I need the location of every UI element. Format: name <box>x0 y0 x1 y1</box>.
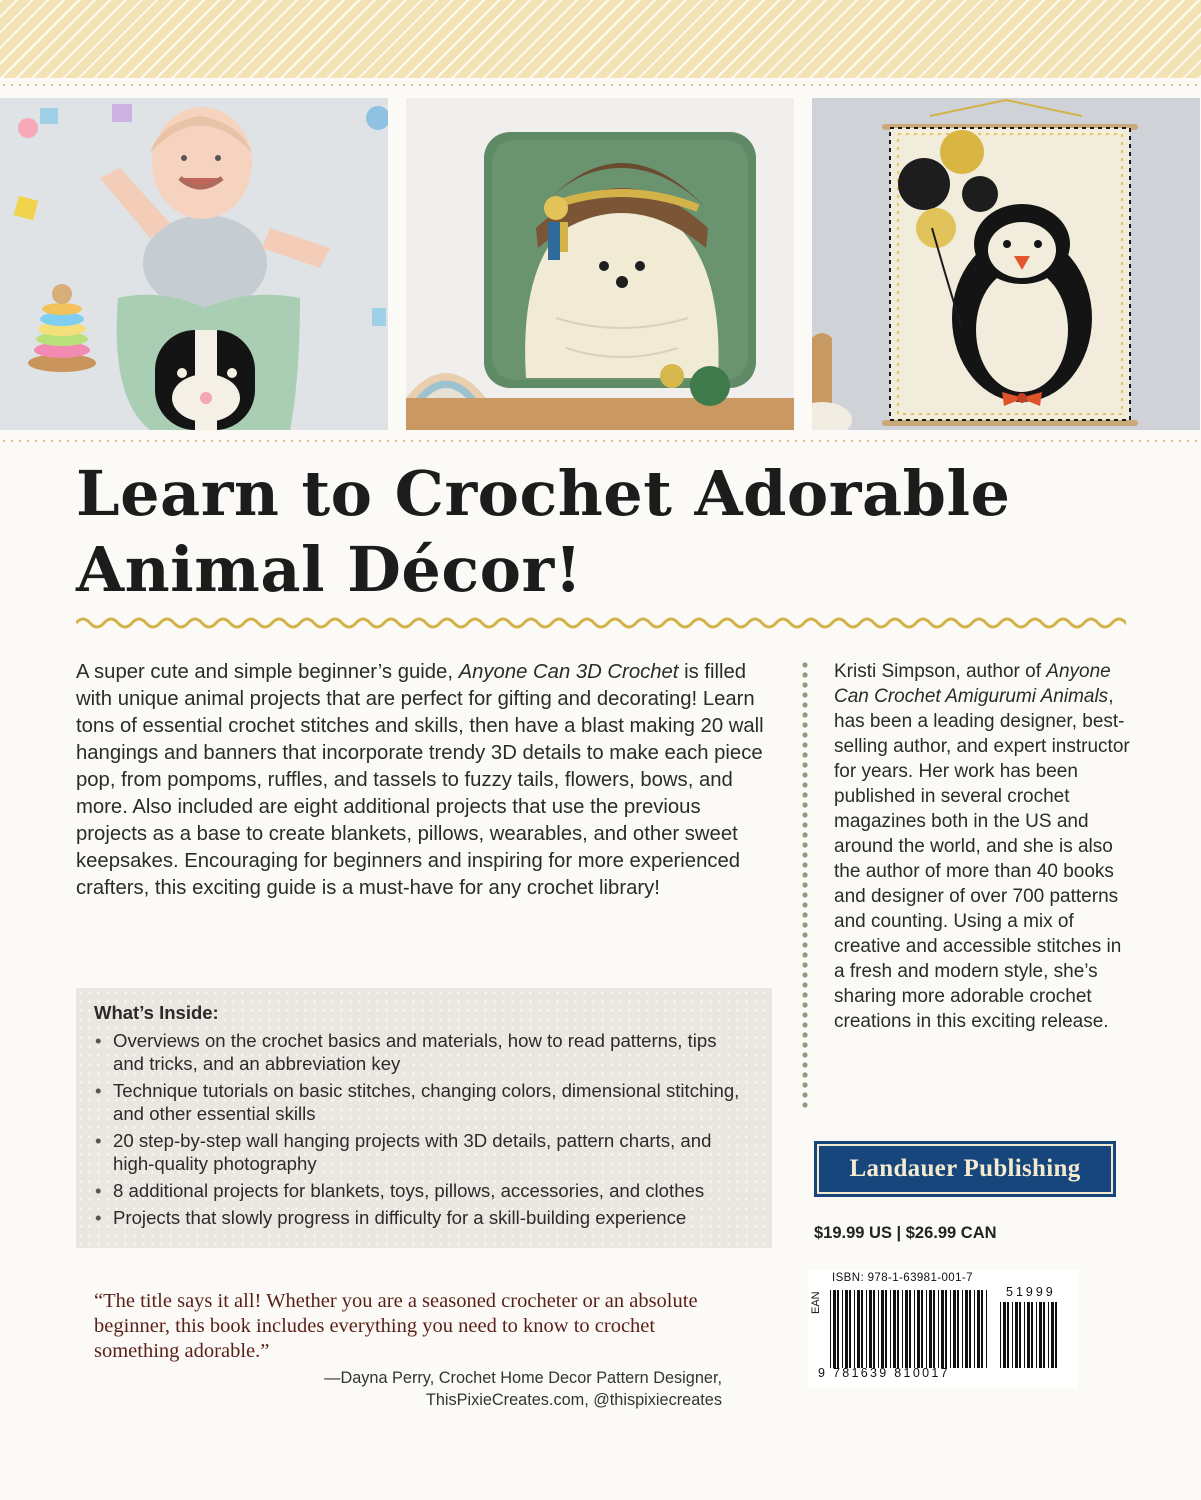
photo-hedgehog-illustration <box>406 98 794 430</box>
photo-baby-bunny-illustration <box>0 98 388 430</box>
addon-bars <box>1000 1302 1060 1368</box>
photo-hedgehog-pillow <box>406 98 794 430</box>
description-book-title: Anyone Can 3D Crochet <box>458 661 679 683</box>
author-bio <box>834 659 1134 1034</box>
description-intro: A super cute and simple beginner’s guide, <box>76 661 459 683</box>
whats-inside-box <box>76 988 772 1248</box>
addon-number: 51999 <box>1006 1285 1056 1299</box>
quote-text: “The title says it all! Whether you are a seasoned crocheter or an absolute beginner, this book includes everything you need to know to crochet something adorable.” <box>94 1290 698 1362</box>
attribution-line-1: —Dayna Perry, Crochet Home Decor Pattern Designer, <box>324 1369 722 1387</box>
ean-label: EAN <box>810 1291 822 1314</box>
vertical-dotted-divider <box>802 660 808 1108</box>
author-intro: Kristi Simpson, author of <box>834 661 1047 682</box>
author-book-title: Anyone Can Crochet Amigurumi Animals <box>834 661 1111 707</box>
decorative-wave-line <box>76 614 1126 632</box>
whats-inside-title: What’s Inside: <box>94 1002 219 1023</box>
ean-bars <box>830 1290 990 1368</box>
top-decorative-band <box>0 0 1201 78</box>
testimonial-quote <box>94 1289 734 1364</box>
publisher-logo <box>814 1141 1116 1197</box>
middle-dotted-divider <box>0 440 1201 442</box>
list-item: • Technique tutorials on basic stitches, changing colors, dimensional stitching, and other essential skills <box>94 1079 752 1125</box>
book-description <box>76 659 776 902</box>
list-item: • Projects that slowly progress in difficulty for a skill-building experience <box>94 1206 752 1229</box>
photo-penguin-illustration <box>812 98 1200 430</box>
page-title <box>76 456 1126 608</box>
whats-inside-list <box>94 1029 752 1229</box>
author-body: , has been a leading designer, best-selling author, and expert instructor for years. Her work has been published in several crochet magazines both in the US and around the world, and she is also the author of more than 40 books and designer of over 700 patterns and counting. Using a mix of creative and accessible stitches in a fresh and modern style, she’s sharing more adorable crochet creations in this exciting release. <box>834 686 1130 1032</box>
top-dotted-divider <box>0 84 1201 86</box>
photo-baby-bunny-sleep-sack <box>0 98 388 430</box>
list-item: • 8 additional projects for blankets, toys, pillows, accessories, and clothes <box>94 1179 752 1202</box>
title-line-2: Animal Décor! <box>76 533 583 606</box>
list-item: • Overviews on the crochet basics and materials, how to read patterns, tips and tricks, and an abbreviation key <box>94 1029 752 1075</box>
publisher-name: Landauer Publishing <box>849 1155 1081 1182</box>
isbn-barcode <box>808 1270 1078 1388</box>
isbn-text: ISBN: 978-1-63981-001-7 <box>832 1272 973 1284</box>
ean-number: 9 781639 810017 <box>818 1366 950 1380</box>
title-line-1: Learn to Crochet Adorable <box>76 457 1011 530</box>
attribution-line-2: ThisPixieCreates.com, @thispixiecreates <box>425 1391 722 1409</box>
price-label: $19.99 US | $26.99 CAN <box>814 1224 997 1242</box>
description-body: is filled with unique animal projects that are perfect for gifting and decorating! Learn tons of essential crochet stitches and skills, then have a blast making 20 wall hangings and banners that incorporate trendy 3D details to make each piece pop, from pompoms, ruffles, and tassels to fuzzy tails, flowers, bows, and more. Also included are eight additional projects that use the previous projects as a base to create blankets, pillows, wearables, and other sweet keepsakes. Encouraging for beginners and inspiring for more experienced crafters, this exciting guide is a must-have for any crochet library! <box>76 661 764 899</box>
list-item: • 20 step-by-step wall hanging projects with 3D details, pattern charts, and high-quality photography <box>94 1129 752 1175</box>
quote-attribution <box>300 1367 722 1411</box>
photo-penguin-wall-hanging <box>812 98 1200 430</box>
